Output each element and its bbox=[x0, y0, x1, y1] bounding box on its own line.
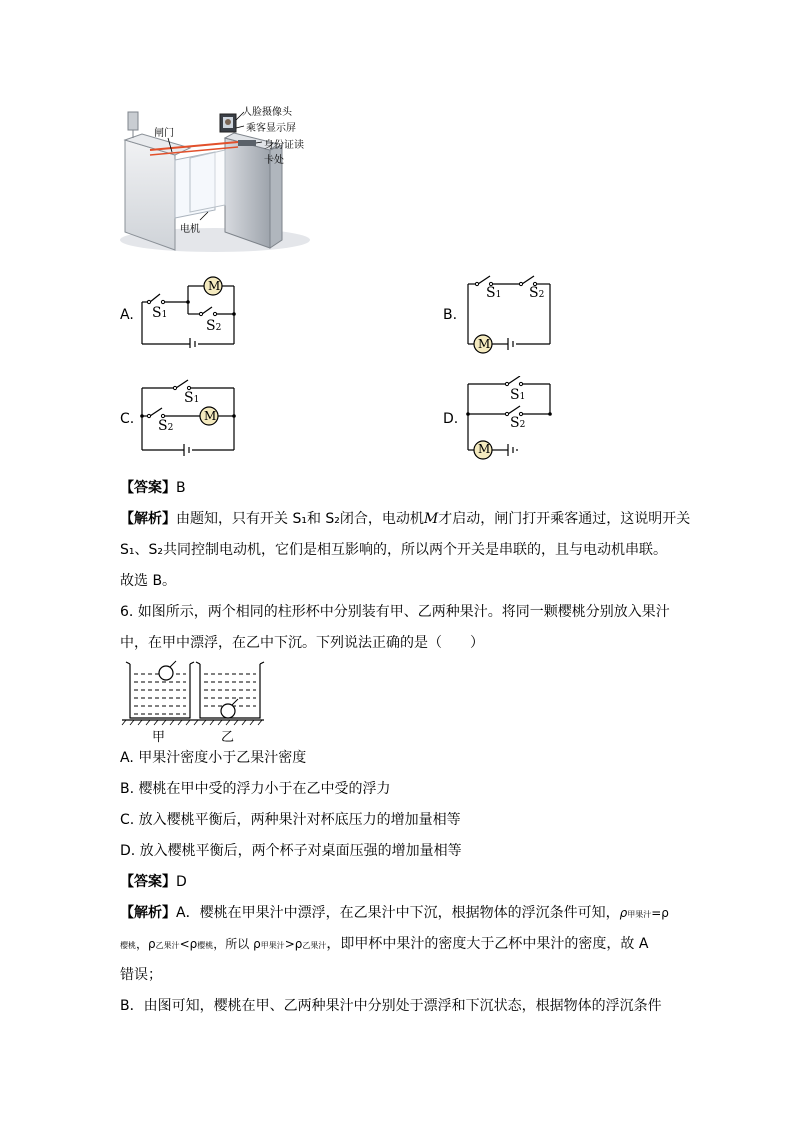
analysis-2-line-3: 错误； bbox=[120, 967, 162, 983]
circuit-b-s2: S2 bbox=[529, 285, 545, 301]
gate-figure bbox=[120, 100, 310, 255]
cups-figure bbox=[120, 658, 266, 726]
option-d: D. 放入樱桃平衡后，两个杯子对桌面压强的增加量相等 bbox=[120, 843, 462, 859]
cup-label-jia: 甲 bbox=[152, 730, 166, 745]
circuit-d-s1: S1 bbox=[510, 387, 526, 403]
option-a: A. 甲果汁密度小于乙果汁密度 bbox=[120, 750, 307, 766]
option-a-label: A. bbox=[120, 307, 134, 323]
answer-2 bbox=[120, 872, 187, 892]
analysis-1-line-2: S₁、S₂共同控制电动机，它们是相互影响的，所以两个开关是串联的，且与电动机串联。 bbox=[120, 542, 667, 558]
circuit-b-motor: M bbox=[478, 337, 491, 351]
answer-bracket: 【答案】 bbox=[120, 480, 176, 496]
analysis-bracket: 【解析】 bbox=[120, 511, 176, 527]
analysis-2-line-1: 【解析】A．樱桃在甲果汁中漂浮，在乙果汁中下沉，根据物体的浮沉条件可知，ρ甲果汁=ρ bbox=[120, 905, 669, 921]
option-b-label: B. bbox=[443, 307, 458, 323]
circuit-d-s2: S2 bbox=[510, 415, 526, 431]
answer-value: B bbox=[176, 480, 186, 496]
option-b: B. 樱桃在甲中受的浮力小于在乙中受的浮力 bbox=[120, 781, 391, 797]
label-screen: 乘客显示屏 bbox=[246, 123, 296, 134]
label-reader: 身份证读卡处 bbox=[264, 140, 304, 166]
analysis-2-line-4: B．由图可知，樱桃在甲、乙两种果汁中分别处于漂浮和下沉状态，根据物体的浮沉条件 bbox=[120, 998, 662, 1014]
option-c-label: C. bbox=[120, 411, 135, 427]
circuit-d-motor: M bbox=[478, 442, 491, 456]
circuit-c-motor: M bbox=[204, 409, 217, 423]
question-6-line-1: 6. 如图所示，两个相同的柱形杯中分别装有甲、乙两种果汁。将同一颗樱桃分别放入果汁 bbox=[120, 604, 670, 620]
circuit-a-s2: S2 bbox=[206, 318, 222, 334]
circuit-d bbox=[462, 376, 556, 462]
circuit-c-s2: S2 bbox=[158, 418, 174, 434]
answer-value: D bbox=[176, 874, 187, 890]
analysis-2-line-2: 樱桃，ρ乙果汁<ρ樱桃，所以 ρ甲果汁>ρ乙果汁，即甲杯中果汁的密度大于乙杯中果汁的密度，故 A bbox=[120, 936, 649, 952]
cup-label-yi: 乙 bbox=[221, 730, 235, 745]
label-gate: 闸门 bbox=[154, 128, 174, 139]
analysis-bracket: 【解析】 bbox=[120, 905, 176, 921]
label-motor: 电机 bbox=[180, 224, 200, 235]
label-camera: 人脸摄像头 bbox=[242, 107, 292, 118]
answer-1 bbox=[120, 478, 186, 498]
circuit-a-motor: M bbox=[208, 279, 221, 293]
circuit-c-s1: S1 bbox=[184, 390, 200, 406]
analysis-1-line-3: 故选 B。 bbox=[120, 573, 177, 589]
circuit-b-s1: S1 bbox=[486, 285, 502, 301]
option-c: C. 放入樱桃平衡后，两种果汁对杯底压力的增加量相等 bbox=[120, 812, 461, 828]
circuit-a-s1: S1 bbox=[152, 305, 168, 321]
analysis-1-line-1: 【解析】由题知，只有开关 S₁和 S₂闭合，电动机M才启动，闸门打开乘客通过，这说明开关 bbox=[120, 511, 691, 527]
question-6-line-2: 中，在甲中漂浮，在乙中下沉。下列说法正确的是（ ） bbox=[120, 635, 484, 651]
option-d-label: D. bbox=[443, 411, 459, 427]
answer-bracket: 【答案】 bbox=[120, 874, 176, 890]
